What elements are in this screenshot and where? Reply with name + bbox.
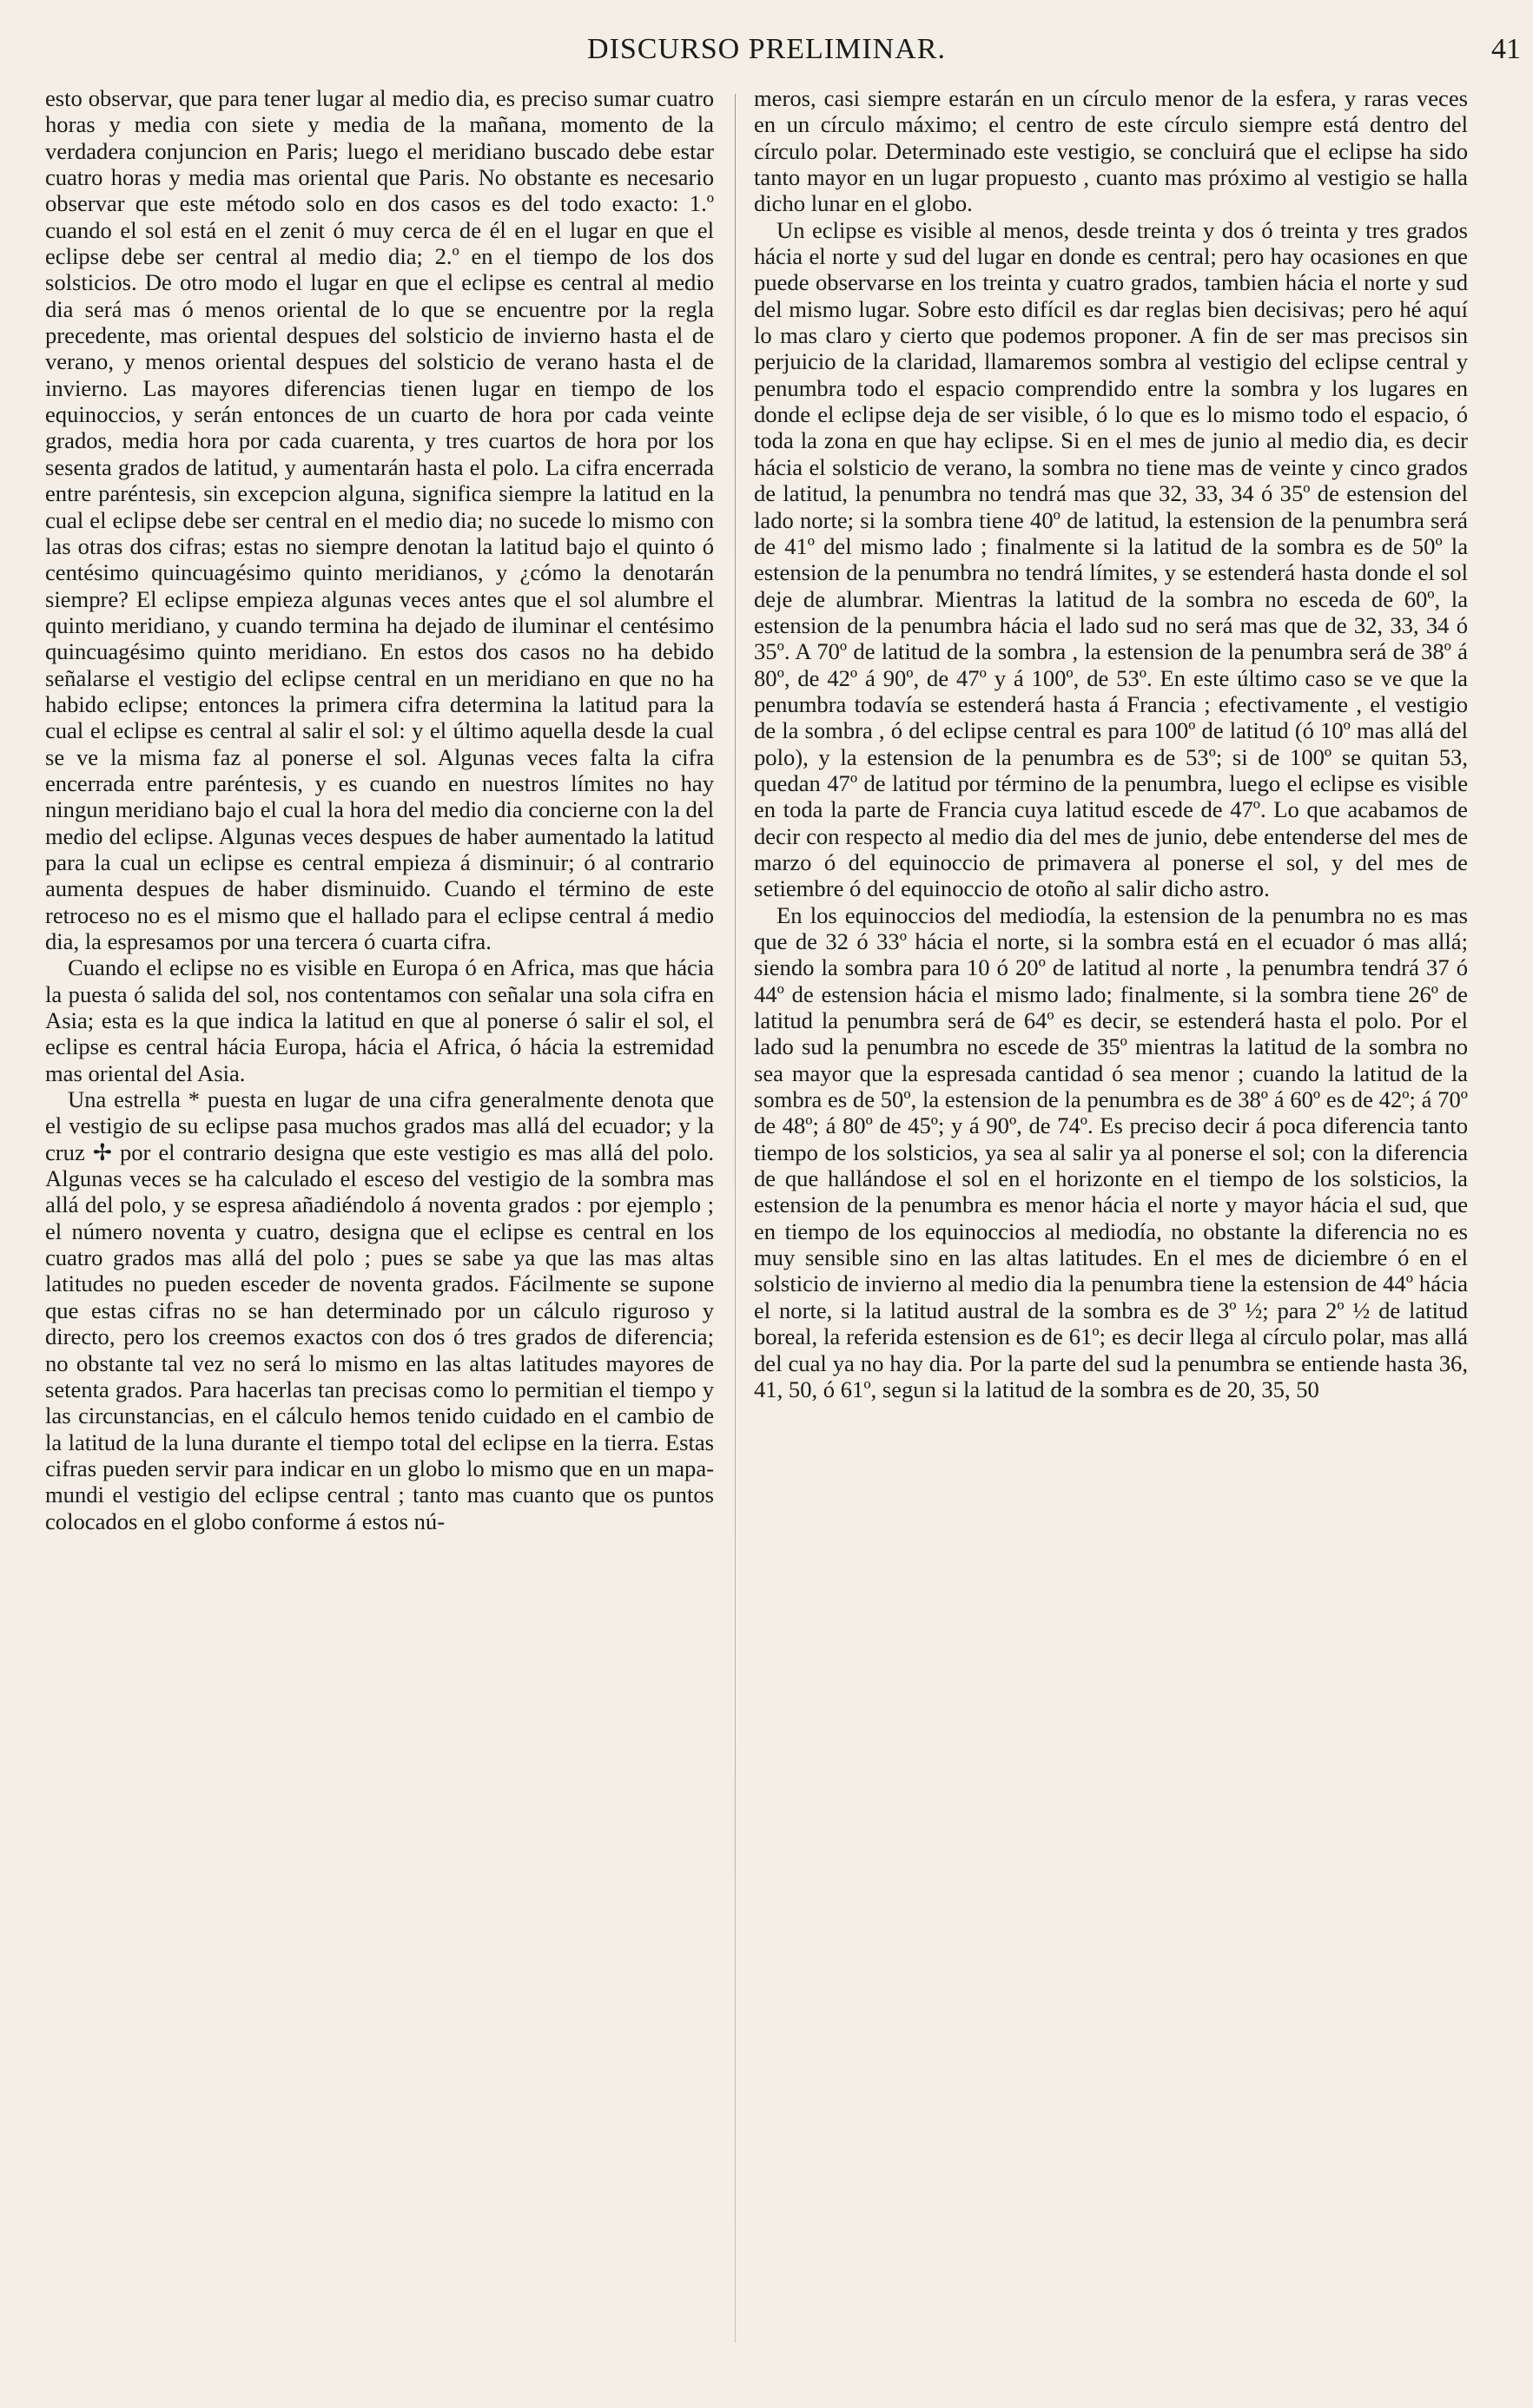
column-divider [735,94,736,2343]
paragraph: En los equinoccios del mediodía, la estension de la penumbra no es mas que de 32 ó 33º hácia el norte, si la sombra está en el ecuador ó mas allá; siendo la sombra para 10 ó 20º de latitud al norte , la penumbra tendrá 37 ó 44º de estension hácia el mismo lado; finalmente, si la sombra tiene 26º de latitud la penumbra será de 64º es decir, se estenderá hasta el polo. Por el lado sud la penumbra no escede de 35º mientras la latitud de la sombra no sea mayor que la espresada cantidad ó sea menor ; cuando la latitud de la sombra es de 50º, la estension de la penumbra es de 38º á 60º es de 42º; á 70º de 48º; á 80º de 45º; y á 90º, de 74º. Es preciso decir á poca diferencia tanto tiempo de los solsticios, ya sea al salir ya al ponerse el sol; con la diferencia de que hallándose el sol en el horizonte en el tiempo de los solsticios, la estension de la penumbra es menor hácia el norte y mayor hácia el sud, que en tiempo de los equinoccios al mediodía, no obstante la diferencia no es muy sensible sino en las altas latitudes. En el mes de diciembre ó en el solsticio de invierno al medio dia la penumbra tiene la estension de 44º hácia el norte, si la latitud austral de la sombra es de 3º ½; para 2º ½ de latitud boreal, la referida estension es de 61º; es decir llega al círculo polar, mas allá del cual ya no hay dia. Por la parte del sud la penumbra se entiende hasta 36, 41, 50, ó 61º, segun si la latitud de la sombra es de 20, 35, 50 [754,901,1468,1402]
page-number: 41 [1491,33,1521,65]
paragraph: Un eclipse es visible al menos, desde treinta y dos ó treinta y tres grados hácia el norte y sud del lugar en donde es central; pero hay ocasiones en que puede observarse en los treinta y cuatro grados, tambien hácia el norte y sud del mismo lugar. Sobre esto difícil es dar reglas bien decisivas; pero hé aquí lo mas claro y cierto que podemos proponer. A fin de ser mas precisos sin perjuicio de la claridad, llamaremos sombra al vestigio del eclipse central y penumbra todo el espacio comprendido entre la sombra y los lugares en donde el eclipse deja de ser visible, ó lo que es lo mismo todo el espacio, ó toda la zona en que hay eclipse. Si en el mes de junio al medio dia, es decir hácia el solsticio de verano, la sombra no tiene mas de veinte y cinco grados de latitud, la penumbra no tendrá mas que 32, 33, 34 ó 35º de estension del lado norte; si la sombra tiene 40º de latitud, la estension de la penumbra será de 41º del mismo lado ; finalmente si la latitud de la sombra es de 50º la estension de la penumbra no tendrá límites, y se estenderá hasta donde el sol deje de alumbrar. Mientras la latitud de la sombra no esceda de 60º, la estension de la penumbra hácia el lado sud no será mas que de 32, 33, 34 ó 35º. A 70º de latitud de la sombra , la estension de la penumbra será de 38º á 80º, de 42º á 90º, de 47º y á 100º, de 53º. En este último caso se ve que la penumbra todavía se estenderá hasta á Francia ; efectivamente , el vestigio de la sombra , ó del eclipse central es para 100º de latitud (ó 10º mas allá del polo), y la estension de la penumbra es de 53º; si de 100º se quitan 53, quedan 47º de latitud por término de la penumbra, luego el eclipse es visible en toda la parte de Francia cuya latitud escede de 47º. Lo que acabamos de decir con respecto al medio dia del mes de junio, debe entenderse del mes de marzo ó del equinoccio de primavera al ponerse el sol, y del mes de setiembre ó del equinoccio de otoño al salir dicho astro. [754,216,1468,902]
paragraph: Cuando el eclipse no es visible en Europa ó en Africa, mas que hácia la puesta ó salida del sol, nos contentamos con señalar una sola cifra en Asia; esta es la que indica la latitud en que al ponerse ó salir el sol, el eclipse es central hácia Europa, hácia el Africa, ó hácia la estremidad mas oriental del Asia. [45,954,714,1086]
page-header [0,33,1533,76]
right-column [754,85,1468,1402]
paragraph: meros, casi siempre estarán en un círculo menor de la esfera, y raras veces en un círculo máximo; el centro de este círculo siempre está dentro del círculo polar. Determinado este vestigio, se concluirá que el eclipse ha sido tanto mayor en un lugar propuesto , cuanto mas próximo al vestigio se halla dicho lunar en el globo. [754,85,1468,217]
running-title: DISCURSO PRELIMINAR. [587,33,946,65]
paragraph: Una estrella * puesta en lugar de una cifra generalmente denota que el vestigio de su eclipse pasa muchos grados mas allá del ecuador; y la cruz ✢ por el contrario designa que este vestigio es mas allá del polo. Algunas veces se ha calculado el esceso del vestigio de la sombra mas allá del polo, y se espresa añadiéndolo á noventa grados : por ejemplo ; el número noventa y cuatro, designa que el eclipse es central en los cuatro grados mas allá del polo ; pues se sabe ya que las mas altas latitudes no pueden esceder de noventa grados. Fácilmente se supone que estas cifras no se han determinado por un cálculo riguroso y directo, pero los creemos exactos con dos ó tres grados de diferencia; no obstante tal vez no será lo mismo en las altas latitudes mayores de setenta grados. Para hacerlas tan precisas como lo permitian el tiempo y las circunstancias, en el cálculo hemos tenido cuidado en el cambio de la latitud de la luna durante el tiempo total del eclipse en la tierra. Estas cifras pueden servir para indicar en un globo lo mismo que en un mapa-mundi el vestigio del eclipse central ; tanto mas cuanto que os puntos colocados en el globo conforme á estos nú- [45,1086,714,1534]
left-column [45,85,714,1534]
paragraph: esto observar, que para tener lugar al medio dia, es preciso sumar cuatro horas y media con siete y media de la mañana, momento de la verdadera conjuncion en Paris; luego el meridiano buscado debe estar cuatro horas y media mas oriental que Paris. No obstante es necesario observar que este método solo en dos casos es del todo exacto: 1.º cuando el sol está en el zenit ó muy cerca de él en el lugar en que el eclipse debe ser central al medio dia; 2.º en el tiempo de los dos solsticios. De otro modo el lugar en que el eclipse es central al medio dia será mas ó menos oriental de lo que se encuentre por la regla precedente, mas oriental despues del solsticio de invierno hasta el de verano, y menos oriental despues del solsticio de verano hasta el de invierno. Las mayores diferencias tienen lugar en tiempo de los equinoccios, y serán entonces de un cuarto de hora por cada veinte grados, media hora por cada cuarenta, y tres cuartos de hora por los sesenta grados de latitud, y aumentarán hasta el polo. La cifra encerrada entre paréntesis, sin excepcion alguna, significa siempre la latitud en la cual el eclipse debe ser central en el medio dia; no sucede lo mismo con las otras dos cifras; estas no siempre denotan la latitud bajo el quinto ó centésimo quincuagésimo quinto meridianos, y ¿cómo la denotarán siempre? El eclipse empieza algunas veces antes que el sol alumbre el quinto meridiano, y cuando termina ha dejado de iluminar el centésimo quincuagésimo quinto meridiano. En estos dos casos no ha debido señalarse el vestigio del eclipse central en un meridiano en que no ha habido eclipse; entonces la primera cifra determina la latitud para la cual el eclipse es central al salir el sol: y el último aquella desde la cual se ve la misma faz al ponerse el sol. Algunas veces falta la cifra encerrada entre paréntesis, y es cuando en nuestros límites no hay ningun meridiano bajo el cual la hora del medio dia concierne con la del medio del eclipse. Algunas veces despues de haber aumentado la latitud para la cual un eclipse es central empieza á disminuir; ó al contrario aumenta despues de haber disminuido. Cuando el término de este retroceso no es el mismo que el hallado para el eclipse central á medio dia, la espresamos por una tercera ó cuarta cifra. [45,85,714,954]
